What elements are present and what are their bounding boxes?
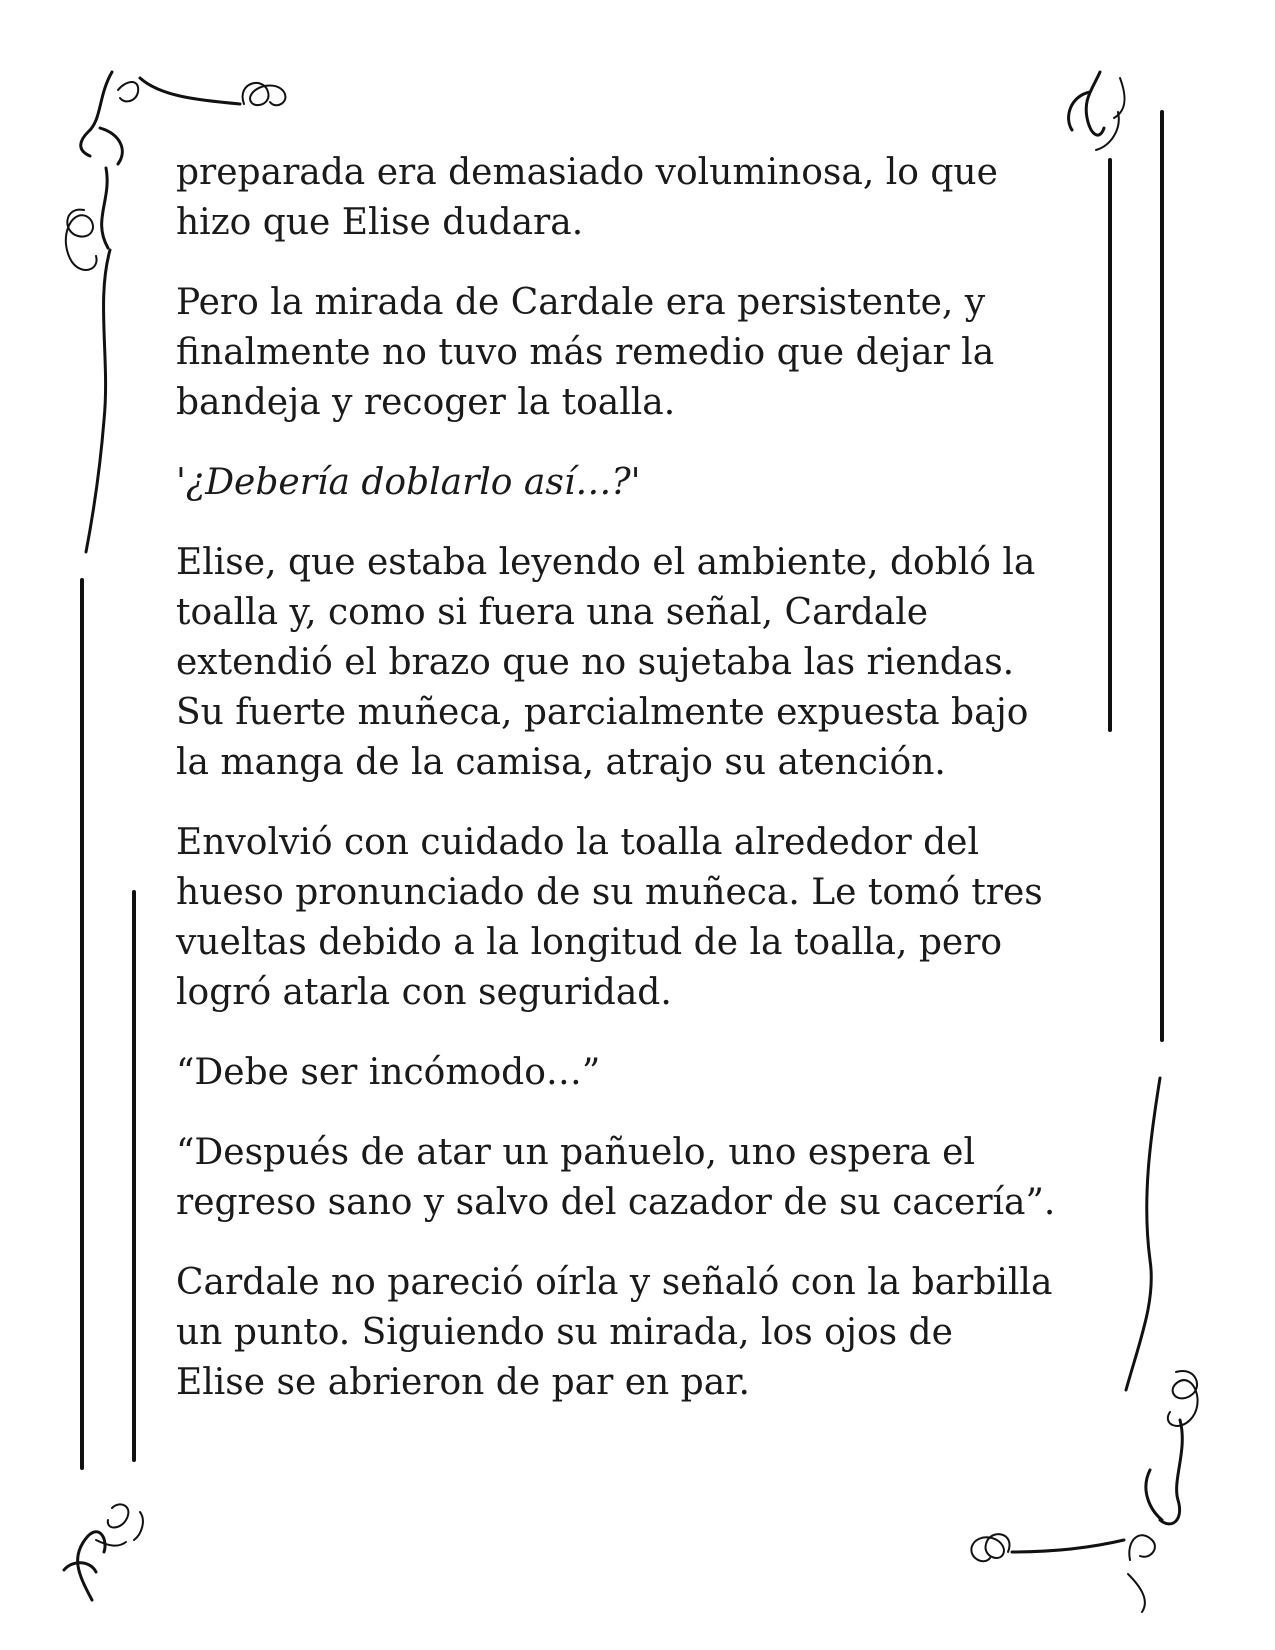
paragraph — [176, 1128, 1096, 1228]
paragraph — [176, 148, 1096, 248]
text-line: hizo que Elise dudara. — [176, 202, 584, 243]
text-line: Pero la mirada de Cardale era persistente, y — [176, 282, 986, 323]
text-line: “Debe ser incómodo…” — [176, 1052, 601, 1093]
text-line: Elise, que estaba leyendo el ambiente, dobló la — [176, 542, 1036, 583]
text-line: regreso sano y salvo del cazador de su cacería”. — [176, 1182, 1056, 1223]
text-line: Elise se abrieron de par en par. — [176, 1362, 750, 1403]
text-line: extendió el brazo que no sujetaba las riendas. — [176, 642, 1015, 683]
paragraph — [176, 1258, 1096, 1408]
bottom-left-flourish-icon — [64, 1504, 143, 1600]
paragraph — [176, 278, 1096, 428]
paragraph — [176, 538, 1096, 788]
paragraph — [176, 818, 1096, 1018]
text-line: Cardale no pareció oírla y señaló con la barbilla — [176, 1262, 1053, 1303]
text-line: preparada era demasiado voluminosa, lo que — [176, 152, 998, 193]
text-line: “Después de atar un pañuelo, uno espera el — [176, 1132, 975, 1173]
text-line: finalmente no tuvo más remedio que dejar la — [176, 332, 995, 373]
text-line: bandeja y recoger la toalla. — [176, 382, 676, 423]
text-line: toalla y, como si fuera una señal, Cardale — [176, 592, 929, 633]
paragraph — [176, 1048, 1096, 1098]
text-line: un punto. Siguiendo su mirada, los ojos de — [176, 1312, 953, 1353]
text-line: la manga de la camisa, atrajo su atención. — [176, 742, 946, 783]
text-line: Envolvió con cuidado la toalla alrededor del — [176, 822, 979, 863]
text-line: Su fuerte muñeca, parcialmente expuesta bajo — [176, 692, 1029, 733]
text-line: vueltas debido a la longitud de la toalla, pero — [176, 922, 1003, 963]
chapter-text — [176, 148, 1096, 1438]
text-line: hueso pronunciado de su muñeca. Le tomó tres — [176, 872, 1043, 913]
paragraph — [176, 458, 1096, 508]
text-line: logró atarla con seguridad. — [176, 972, 672, 1013]
text-line: '¿Debería doblarlo así…?' — [176, 462, 641, 503]
